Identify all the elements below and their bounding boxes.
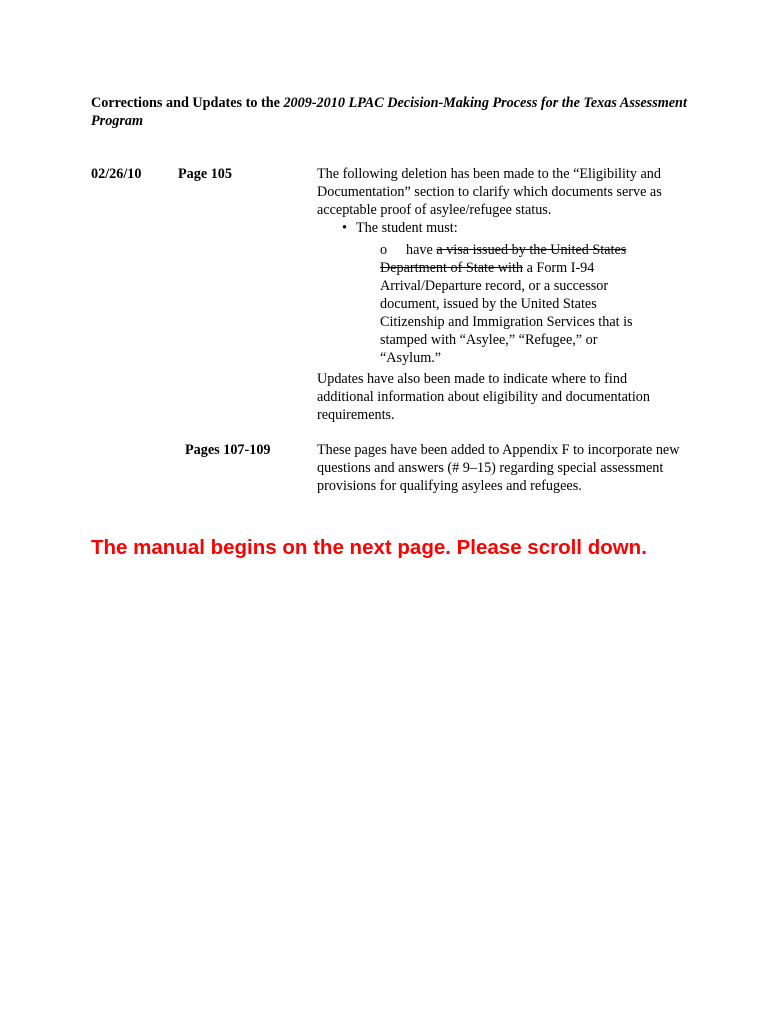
sub-bullet-item [380,241,640,367]
title-prefix: Corrections and Updates to the [91,95,284,111]
scroll-notice: The manual begins on the next page. Please scroll down. [91,536,647,559]
entry-date: 02/26/10 [91,166,142,182]
updates-note: Updates have also been made to indicate where to find additional information about eligibility and documentation requirements. [317,371,650,423]
entry-description: The following deletion has been made to the “Eligibility and Documentation” section to clarify which documents serve as acceptable proof of asylee/refugee status. [317,166,662,218]
title-italic: 2009-2010 LPAC Decision-Making Process for the Texas Assessment Program [91,95,687,129]
entry-description-2: These pages have been added to Appendix F to incorporate new questions and answers (# 9–15) regarding special assessment provisions for qualifying asylees and refugees. [317,442,680,494]
sub-bullet-marker: o [380,242,388,258]
document-title [91,94,691,130]
entry-page-ref-2: Pages 107-109 [185,442,271,458]
bullet-text: The student must: [356,220,458,236]
entry-page-ref: Page 105 [178,166,232,182]
deleted-text: a visa issued by the United States Department of State with [380,242,627,276]
bullet-marker: • [342,220,347,236]
bullet-item [342,219,458,237]
sub-text-lead: have [406,242,437,258]
sub-text-rest: a Form I-94 Arrival/Departure record, or a successor document, issued by the United States Citizenship and Immigration Services that is stamped with “Asylee,” “Refugee,” or “Asylum.” [380,260,633,366]
